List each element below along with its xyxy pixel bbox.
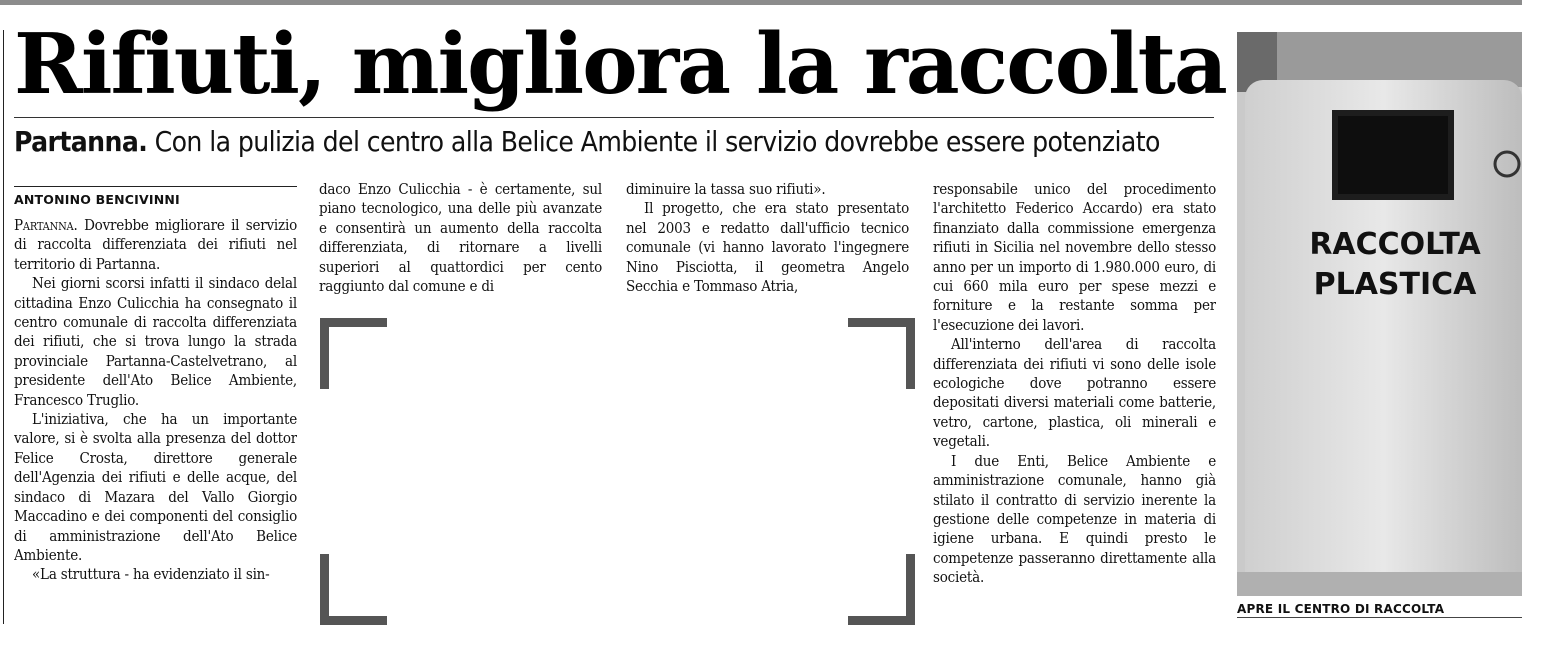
ad-frame-corner-top-right — [848, 318, 915, 389]
headline: Rifiuti, migliora la raccolta — [14, 15, 1226, 113]
recycling-bin-image — [1237, 32, 1522, 596]
subheadline — [14, 122, 1224, 162]
subhead-text: Con la pulizia del centro alla Belice Ambiente il servizio dovrebbe essere potenziato — [154, 125, 1160, 158]
column-1 — [14, 186, 297, 626]
paragraph: «La struttura - ha evidenziato il sin- — [32, 565, 270, 584]
ad-frame-corner-bottom-left — [320, 554, 387, 625]
ad-frame-corner-bottom-right — [848, 554, 915, 625]
headline-rule — [14, 117, 1214, 118]
paragraph: I due Enti, Belice Ambiente e amministrazione comunale, hanno già stilato il contratto di servizio inerente la gestione delle competenze in materia di igiene urbana. E quindi presto le competenze passeranno direttamente alla società. — [933, 451, 1216, 587]
paragraph: All'interno dell'area di raccolta differenziata dei rifiuti vi sono delle isole ecologiche dove potranno essere depositati diversi materiali come batterie, vetro, cartone, plastica, oli minerali e vegetali. — [933, 335, 1216, 451]
paragraph: L'iniziativa, che ha un importante valore, si è svolta alla presenza del dottor Felice Crosta, direttore generale dell'Agenzia dei rifiuti e delle acque, del sindaco di Mazara del Vallo Giorgio Maccadino e dei componenti del consiglio di amministrazione dell'Ato Belice Ambiente. — [14, 410, 297, 564]
subhead-place: Partanna. — [14, 125, 148, 158]
article-photo — [1237, 32, 1522, 596]
sign-line-2: PLASTICA — [1313, 267, 1477, 302]
dateline: Partanna. — [14, 216, 78, 234]
photo-caption: APRE IL CENTRO DI RACCOLTA — [1237, 602, 1445, 616]
paragraph: diminuire la tassa suo rifiuti». — [626, 180, 826, 198]
paragraph: Nei giorni scorsi infatti il sindaco delal cittadina Enzo Culicchia ha consegnato il centro comunale di raccolta differenziata dei rifiuti, che si trova lungo la strada provinciale Partanna-Castelvetrano, al presidente dell'Ato Belice Ambiente, Francesco Truglio. — [14, 274, 297, 409]
caption-rule — [1237, 617, 1522, 618]
author-byline: ANTONINO BENCIVINNI — [14, 186, 297, 210]
sign-line-1: RACCOLTA — [1309, 227, 1481, 262]
top-rule — [0, 0, 1522, 5]
paragraph-text: Dovrebbe migliorare il servizio di raccolta differenziata dei rifiuti nel territorio di Partanna. — [14, 216, 297, 273]
paragraph: daco Enzo Culicchia - è certamente, sul piano tecnologico, una delle più avanzate e consentirà un aumento della raccolta differenziata, di ritornare a livelli superiori al quattordici per cento raggiunto dal comune e di — [319, 180, 602, 296]
paragraph: Il progetto, che era stato presentato nel 2003 e redatto dall'ufficio tecnico comunale (vi hanno lavorato l'ingegnere Nino Pisciotta, il geometra Angelo Secchia e Tommaso Atria, — [626, 199, 909, 296]
left-rule — [3, 30, 4, 624]
column-4 — [933, 180, 1216, 620]
paragraph: responsabile unico del procedimento l'architetto Federico Accardo) era stato finanziato dalla commissione emergenza rifiuti in Sicilia nel novembre dello stesso anno per un importo di 1.980.000 euro, di cui 660 mila euro per spese mezzi e forniture e la restante somma per l'esecuzione dei lavori. — [933, 180, 1216, 334]
paragraph — [14, 216, 297, 274]
ad-frame-corner-top-left — [320, 318, 387, 389]
